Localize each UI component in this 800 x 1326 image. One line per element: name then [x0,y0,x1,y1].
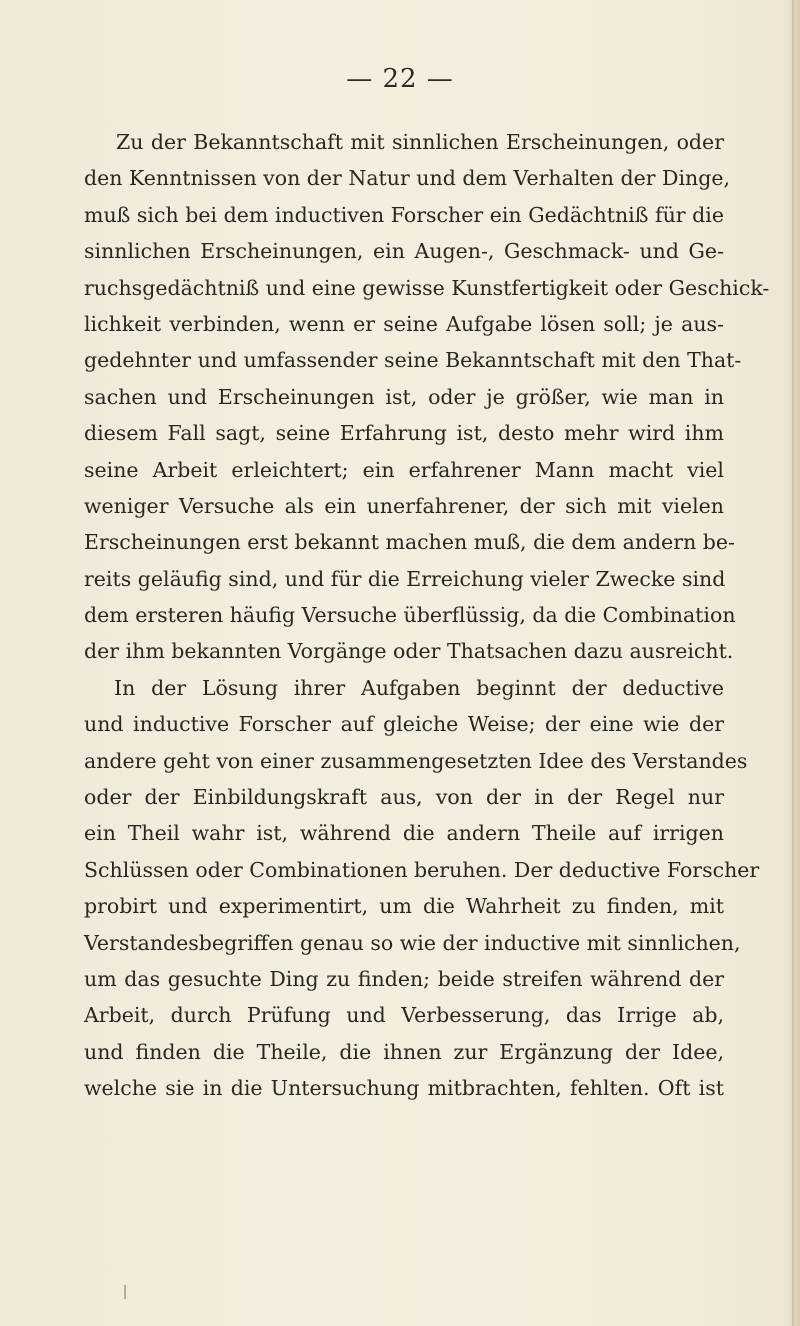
text-line: andere geht von einer zusammengesetzten Idee des Verstandes [84,748,748,773]
text-line: welche sie in die Untersuchung mitbrachten, fehlten. Oft ist [84,1076,724,1101]
page-edge-line [792,0,794,1326]
text-line: reits geläufig sind, und für die Erreichung vieler Zwecke sind [84,566,726,591]
text-line: In der Lösung ihrer Aufgaben beginnt der deductive [114,675,724,700]
text-line: Arbeit, durch Prüfung und Verbesserung, das Irrige ab, [84,1003,724,1028]
text-line: diesem Fall sagt, seine Erfahrung ist, desto mehr wird ihm [84,421,724,446]
text-line: sinnlichen Erscheinungen, ein Augen-, Geschmack- und Ge- [84,239,724,264]
text-line: um das gesuchte Ding zu finden; beide streifen während der [84,966,724,991]
text-line: den Kenntnissen von der Natur und dem Verhalten der Dinge, [84,166,731,191]
body-text [84,124,770,1107]
text-line: gedehnter und umfassender seine Bekanntschaft mit den That- [84,348,742,373]
text-line: Erscheinungen erst bekannt machen muß, die dem andern be- [84,530,735,555]
text-line: Verstandesbegriffen genau so wie der inductive mit sinnlichen, [84,930,741,955]
text-line: und inductive Forscher auf gleiche Weise; der eine wie der [84,712,724,737]
paper-speck [124,1285,126,1299]
text-line: ruchsgedächtniß und eine gewisse Kunstfertigkeit oder Geschick- [84,275,770,300]
text-line: Zu der Bekanntschaft mit sinnlichen Erscheinungen, oder [116,130,724,154]
page-number: — 22 — [346,64,454,94]
text-line: seine Arbeit erleichtert; ein erfahrener Mann macht viel [84,457,724,482]
text-line: weniger Versuche als ein unerfahrener, der sich mit vielen [84,493,724,518]
text-line: und finden die Theile, die ihnen zur Ergänzung der Idee, [84,1039,724,1064]
text-line: probirt und experimentirt, um die Wahrheit zu finden, mit [84,894,724,919]
text-line: Schlüssen oder Combinationen beruhen. Der deductive Forscher [84,857,760,882]
text-line: dem ersteren häufig Versuche überflüssig, da die Combination [84,603,736,628]
text-line: lichkeit verbinden, wenn er seine Aufgabe lösen soll; je aus- [84,311,724,336]
text-line: sachen und Erscheinungen ist, oder je größer, wie man in [84,384,724,409]
text-line: oder der Einbildungskraft aus, von der in der Regel nur [84,785,724,810]
text-line: ein Theil wahr ist, während die andern Theile auf irrigen [84,821,724,846]
text-line: der ihm bekannten Vorgänge oder Thatsachen dazu ausreicht. [84,639,734,664]
text-line: muß sich bei dem inductiven Forscher ein Gedächtniß für die [84,202,724,227]
